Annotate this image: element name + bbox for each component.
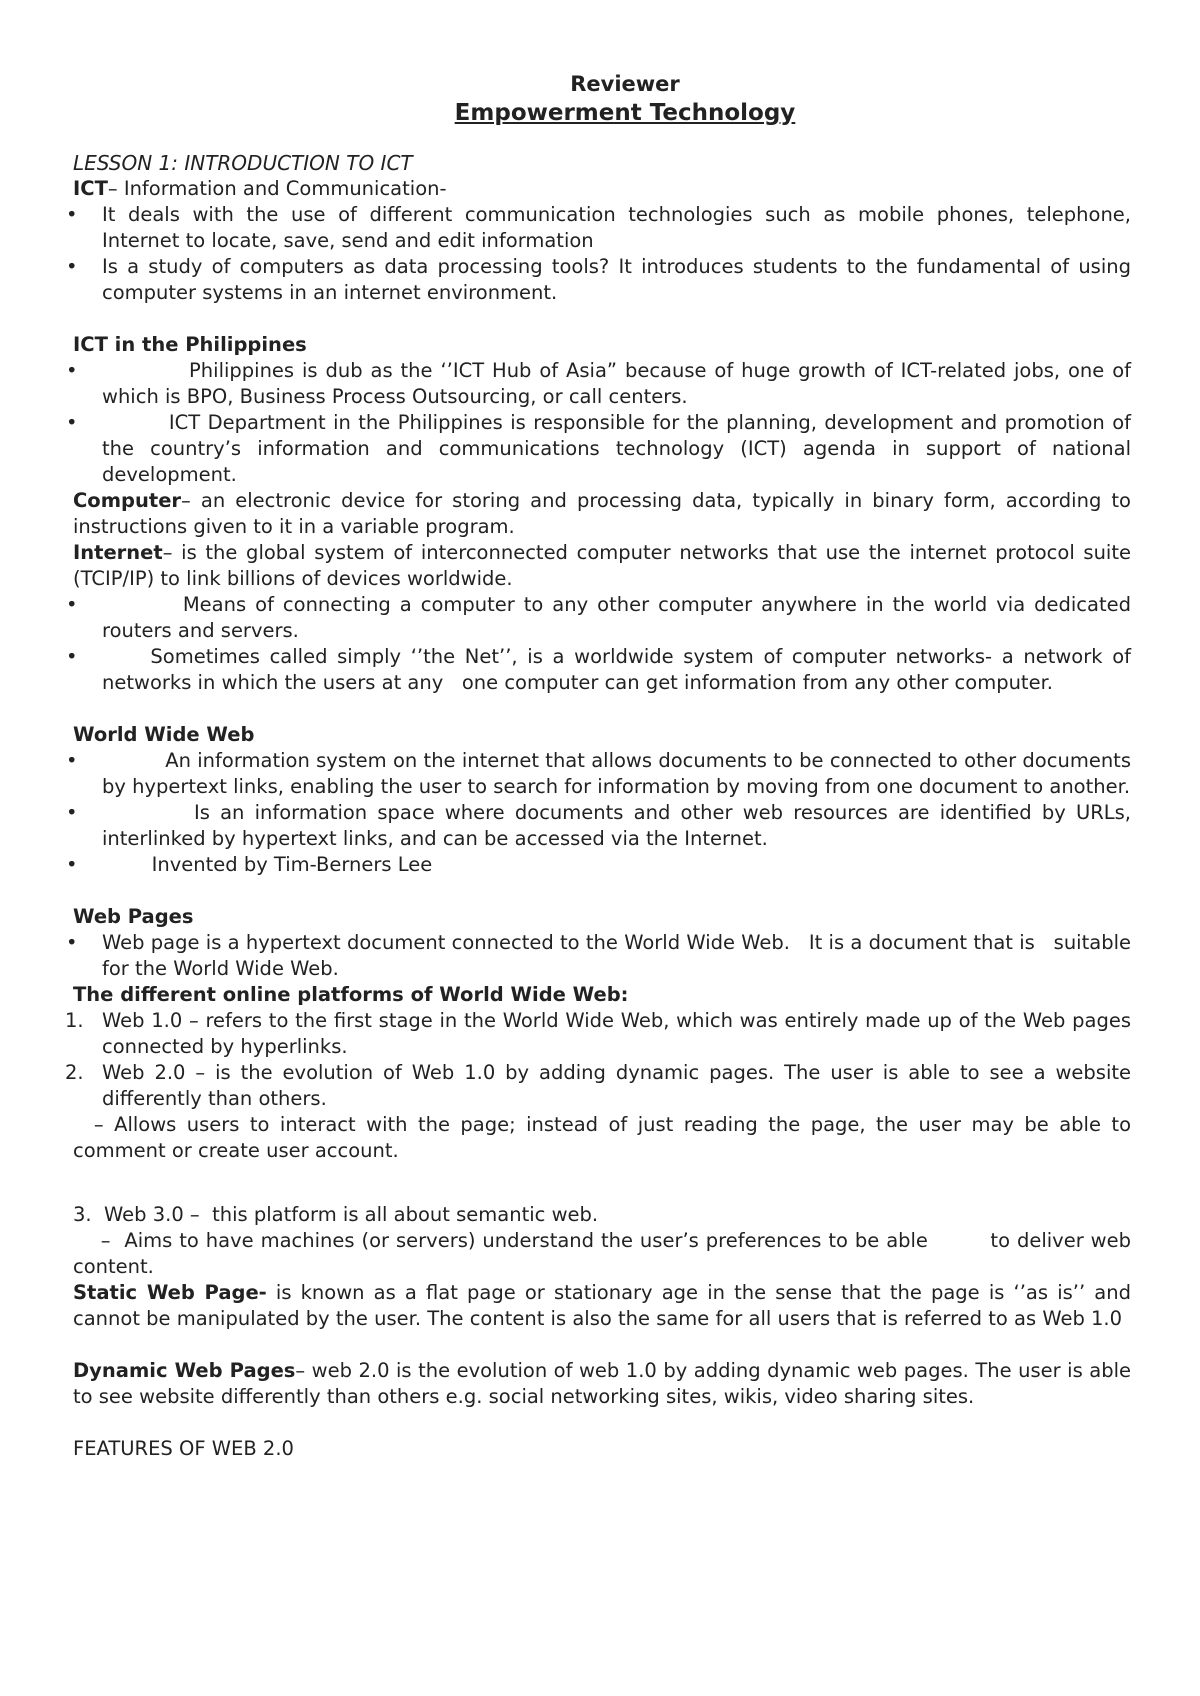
dynamic-def-text: – web 2.0 is the evolution of web 1.0 by adding dynamic web pages. The user is able to see website differently than others e.g. social networking sites, wikis, video sharing sites. bbox=[73, 1359, 1131, 1408]
computer-term: Computer bbox=[73, 489, 182, 512]
ict-definition bbox=[73, 176, 1131, 202]
list-text: Web 1.0 – refers to the first stage in the World Wide Web, which was entirely made up of the Web pages connected by hyperlinks. bbox=[102, 1009, 1131, 1058]
lesson-heading: LESSON 1: INTRODUCTION TO ICT bbox=[73, 151, 413, 175]
list-item: • Is an information space where documents and other web resources are identified by URLs, interlinked by hypertext links, and can be accessed via the Internet. bbox=[73, 800, 1131, 852]
list-item: • Invented by Tim-Berners Lee bbox=[73, 852, 1131, 878]
internet-term: Internet bbox=[73, 541, 163, 564]
dynamic-web-page-definition bbox=[73, 1358, 1131, 1410]
list-number: 1. bbox=[65, 1009, 84, 1032]
platforms-heading: The different online platforms of World Wide Web: bbox=[73, 983, 629, 1006]
ict-philippines-list bbox=[73, 358, 1138, 488]
list-item: • Sometimes called simply ‘’the Net’’, is a worldwide system of computer networks- a network of networks in which the users at any one computer can get information from any other computer. bbox=[73, 644, 1131, 696]
computer-definition bbox=[73, 488, 1131, 540]
list-number: 2. bbox=[65, 1061, 84, 1084]
www-list bbox=[73, 748, 1138, 878]
web2-note: – Allows users to interact with the page; instead of just reading the page, the user may be able to comment or create user account. bbox=[73, 1113, 1138, 1162]
web-pages-list bbox=[73, 930, 1138, 982]
list-item: • Means of connecting a computer to any other computer anywhere in the world via dedicated routers and servers. bbox=[73, 592, 1131, 644]
list-item: • Philippines is dub as the ‘’ICT Hub of Asia” because of huge growth of ICT-related jobs, one of which is BPO, Business Process Outsourcing, or call centers. bbox=[73, 358, 1131, 410]
dynamic-term: Dynamic Web Pages bbox=[73, 1359, 296, 1382]
platforms-list bbox=[65, 1008, 1131, 1112]
www-heading: World Wide Web bbox=[73, 723, 255, 746]
document-subtitle: Empowerment Technology bbox=[454, 100, 796, 126]
ict-term: ICT bbox=[73, 177, 108, 200]
features-heading: FEATURES OF WEB 2.0 bbox=[73, 1437, 294, 1460]
static-term: Static Web Page- bbox=[73, 1281, 267, 1304]
list-item bbox=[65, 1060, 1131, 1112]
static-web-page-definition bbox=[73, 1280, 1131, 1332]
ict-bullet-list bbox=[73, 202, 1131, 306]
ict-philippines-heading: ICT in the Philippines bbox=[73, 333, 307, 356]
document-page bbox=[65, 70, 1138, 1462]
list-item: • Is a study of computers as data processing tools? It introduces students to the fundamental of using computer systems in an internet environment. bbox=[73, 254, 1131, 306]
static-def-text: is known as a flat page or stationary age in the sense that the page is ‘’as is’’ and cannot be manipulated by the user. The content is also the same for all users that is referred to as Web 1.0 bbox=[73, 1281, 1131, 1330]
internet-def-text: – is the global system of interconnected computer networks that use the internet protocol suite (TCIP/IP) to link billions of devices worldwide. bbox=[73, 541, 1131, 590]
ict-def-text: – Information and Communication- bbox=[107, 177, 447, 200]
list-item: • ICT Department in the Philippines is responsible for the planning, development and promotion of the country’s information and communications technology (ICT) agenda in support of national development. bbox=[73, 410, 1131, 488]
internet-definition bbox=[73, 540, 1131, 592]
list-item: • Web page is a hypertext document connected to the World Wide Web. It is a document that is suitable for the World Wide Web. bbox=[73, 930, 1131, 982]
list-item bbox=[65, 1008, 1131, 1060]
web3-note: – Aims to have machines (or servers) understand the user’s preferences to be able to deliver web content. bbox=[73, 1229, 1138, 1278]
list-text: Web 2.0 – is the evolution of Web 1.0 by adding dynamic pages. The user is able to see a website differently than others. bbox=[102, 1061, 1131, 1110]
list-item: • It deals with the use of different communication technologies such as mobile phones, telephone, Internet to locate, save, send and edit information bbox=[73, 202, 1131, 254]
internet-list bbox=[73, 592, 1138, 696]
computer-def-text: – an electronic device for storing and processing data, typically in binary form, according to instructions given to it in a variable program. bbox=[73, 489, 1131, 538]
list-item: • An information system on the internet that allows documents to be connected to other documents by hypertext links, enabling the user to search for information by moving from one document to another. bbox=[73, 748, 1131, 800]
document-title: Reviewer bbox=[570, 72, 680, 96]
web3-line: 3. Web 3.0 – this platform is all about semantic web. bbox=[73, 1203, 599, 1226]
web-pages-heading: Web Pages bbox=[73, 905, 194, 928]
